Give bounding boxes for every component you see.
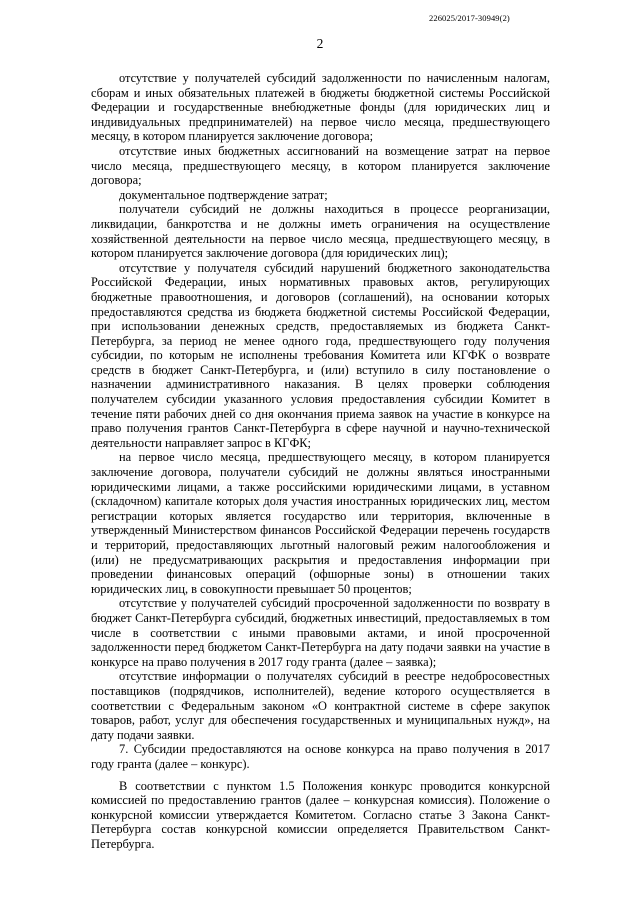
document-body — [91, 71, 550, 851]
paragraph-no-reorganization: получатели субсидий не должны находиться в процессе реорганизации, ликвидации, банкротства и не должны иметь ограничения на осуществление хозяйственной деятельности на первое число месяца, предшествующего месяцу, в котором планируется заключение договора (для юридических лиц); — [91, 202, 550, 261]
paragraph-no-other-allocations: отсутствие иных бюджетных ассигнований на возмещение затрат на первое число месяца, предшествующего месяцу, в котором планируется заключение договора; — [91, 143, 550, 188]
page-number: 2 — [316, 36, 324, 51]
paragraph-contest-commission: В соответствии с пунктом 1.5 Положения конкурс проводится конкурсной комиссией по предоставлению грантов (далее – конкурсная комиссия). Положение о конкурсной комиссии утверждается Комитетом. Согласно статье 3 Закона Санкт-Петербурга состав конкурсной комиссии определяется Правительством Санкт-Петербурга. — [91, 778, 550, 851]
paragraph-cost-documentation: документальное подтверждение затрат; — [119, 187, 328, 202]
paragraph-no-unreliable-supplier: отсутствие информации о получателях субсидий в реестре недобросовестных поставщиков (подрядчиков, исполнителей), ведение которого осуществляется в соответствии с Федеральным законом «О контрактной системе в сфере закупок товаров, работ, услуг для обеспечения государственных и муниципальных нужд», на дату подачи заявки. — [91, 669, 550, 742]
paragraph-item-7-contest: 7. Субсидии предоставляются на основе конкурса на право получения в 2017 году гранта (далее – конкурс). — [91, 742, 550, 771]
paragraph-no-budget-violations: отсутствие у получателя субсидий нарушений бюджетного законодательства Российской Федерации, иных нормативных правовых актов, регулирующих бюджетные правоотношения, и договоров (соглашений), на основании которых предоставляются средства из бюджета бюджетной системы Российской Федерации, при использовании денежных средств, предоставляемых из бюджета Санкт-Петербурга, за период не менее одного года, предшествующего году получения субсидии, по которым не исполнены требования Комитета или КГФК о возврате средств в бюджет Санкт-Петербурга, и (или) вступило в силу постановление о назначении административного наказания. В целях проверки соблюдения получателем субсидии указанного условия предоставления субсидии Комитет в течение пяти рабочих дней со дня окончания приема заявок на участие в конкурсе на право получения грантов Санкт-Петербурга в сфере научной и научно-технической деятельности направляет запрос в КГФК; — [91, 260, 550, 450]
document-registration-number: 226025/2017-30949(2) — [429, 13, 510, 23]
paragraph-no-tax-debt: отсутствие у получателей субсидий задолженности по начисленным налогам, сборам и иных обязательных платежей в бюджеты бюджетной системы Российской Федерации и государственные внебюджетные фонды (для юридических лиц и индивидуальных предпринимателей) на первое число месяца, предшествующего месяцу, в котором планируется заключение договора; — [91, 71, 550, 144]
paragraph-no-overdue-debt: отсутствие у получателей субсидий просроченной задолженности по возврату в бюджет Санкт-Петербурга субсидий, бюджетных инвестиций, предоставляемых в том числе в соответствии с иными правовыми актами, и иной просроченной задолженности перед бюджетом Санкт-Петербурга на дату подачи заявки на участие в конкурсе на право получения в 2017 году гранта (далее – заявка); — [91, 596, 550, 669]
paragraph-no-foreign-entities: на первое число месяца, предшествующего месяцу, в котором планируется заключение договора, получатели субсидий не должны являться иностранными юридическими лицами, а также российскими юридическими лицами, в уставном (складочном) капитале которых доля участия иностранных юридических лиц, местом регистрации которых является государство или территория, включенные в утвержденный Министерством финансов Российской Федерации перечень государств и территорий, предоставляющих льготный налоговый режим налогообложения и (или) не предусматривающих раскрытия и предоставления информации при проведении финансовых операций (офшорные зоны) в отношении таких юридических лиц, в совокупности превышает 50 процентов; — [91, 450, 550, 596]
